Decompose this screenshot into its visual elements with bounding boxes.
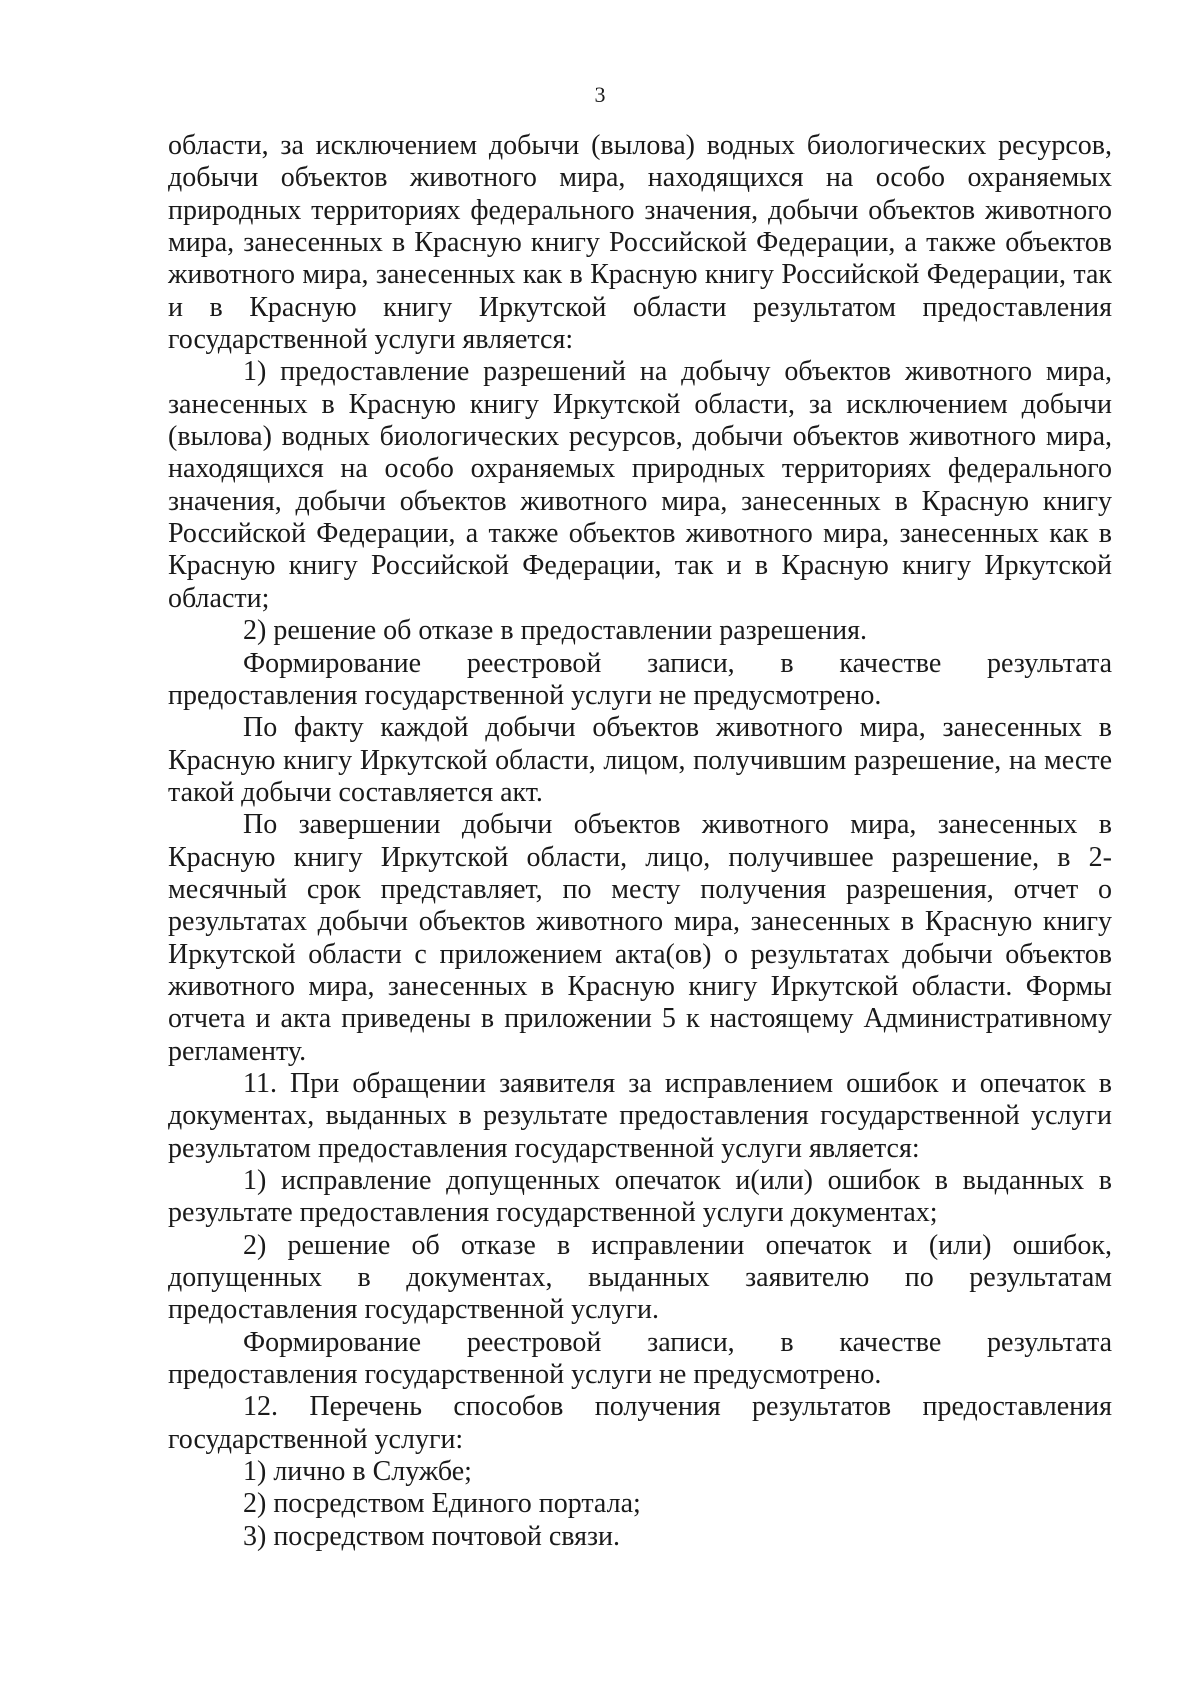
paragraph-report: По завершении добычи объектов животного мира, занесенных в Красную книгу Иркутской области, лицо, получившее разрешение, в 2-месячный срок представляет, по месту получения разрешения, отчет о результатах добычи объектов животного мира, занесенных в Красную книгу Иркутской области с приложением акта(ов) о результатах добычи объектов животного мира, занесенных в Красную книгу Иркутской области. Формы отчета и акта приведены в приложении 5 к настоящему Административному регламенту. <box>168 809 1112 1067</box>
paragraph-continuation: области, за исключением добычи (вылова) водных биологических ресурсов, добычи объектов животного мира, находящихся на особо охраняемых природных территориях федерального значения, добычи объектов животного мира, занесенных в Красную книгу Российской Федерации, а также объектов животного мира, занесенных как в Красную книгу Российской Федерации, так и в Красную книгу Иркутской области результатом предоставления государственной услуги является: <box>168 130 1112 356</box>
document-body <box>168 130 1112 1553</box>
list-item-permits: 1) предоставление разрешений на добычу объектов животного мира, занесенных в Красную книгу Иркутской области, за исключением добычи (вылова) водных биологических ресурсов, добычи объектов животного мира, находящихся на особо охраняемых природных территориях федерального значения, добычи объектов животного мира, занесенных в Красную книгу Российской Федерации, а также объектов животного мира, занесенных как в Красную книгу Российской Федерации, так и в Красную книгу Иркутской области; <box>168 356 1112 614</box>
list-item-correction: 1) исправление допущенных опечаток и(или) ошибок в выданных в результате предоставления государственной услуги документах; <box>168 1165 1112 1229</box>
list-item-refusal: 2) решение об отказе в предоставлении разрешения. <box>243 615 867 647</box>
list-item-portal: 2) посредством Единого портала; <box>243 1488 641 1520</box>
paragraph-11-corrections: 11. При обращении заявителя за исправлением ошибок и опечаток в документах, выданных в результате предоставления государственной услуги результатом предоставления государственной услуги является: <box>168 1067 1112 1164</box>
list-item-in-person: 1) лично в Службе; <box>243 1456 472 1488</box>
list-item-post: 3) посредством почтовой связи. <box>243 1520 621 1552</box>
page-number: 3 <box>594 82 606 107</box>
paragraph-12-methods: 12. Перечень способов получения результатов предоставления государственной услуги: <box>168 1391 1112 1455</box>
list-item-correction-refusal: 2) решение об отказе в исправлении опечаток и (или) ошибок, допущенных в документах, выданных заявителю по результатам предоставления государственной услуги. <box>168 1229 1112 1326</box>
paragraph-registry-record-2: Формирование реестровой записи, в качестве результата предоставления государственной услуги не предусмотрено. <box>168 1326 1112 1391</box>
paragraph-registry-record: Формирование реестровой записи, в качестве результата предоставления государственной услуги не предусмотрено. <box>168 647 1112 711</box>
paragraph-act: По факту каждой добычи объектов животного мира, занесенных в Красную книгу Иркутской области, лицом, получившим разрешение, на месте такой добычи составляется акт. <box>168 712 1112 808</box>
